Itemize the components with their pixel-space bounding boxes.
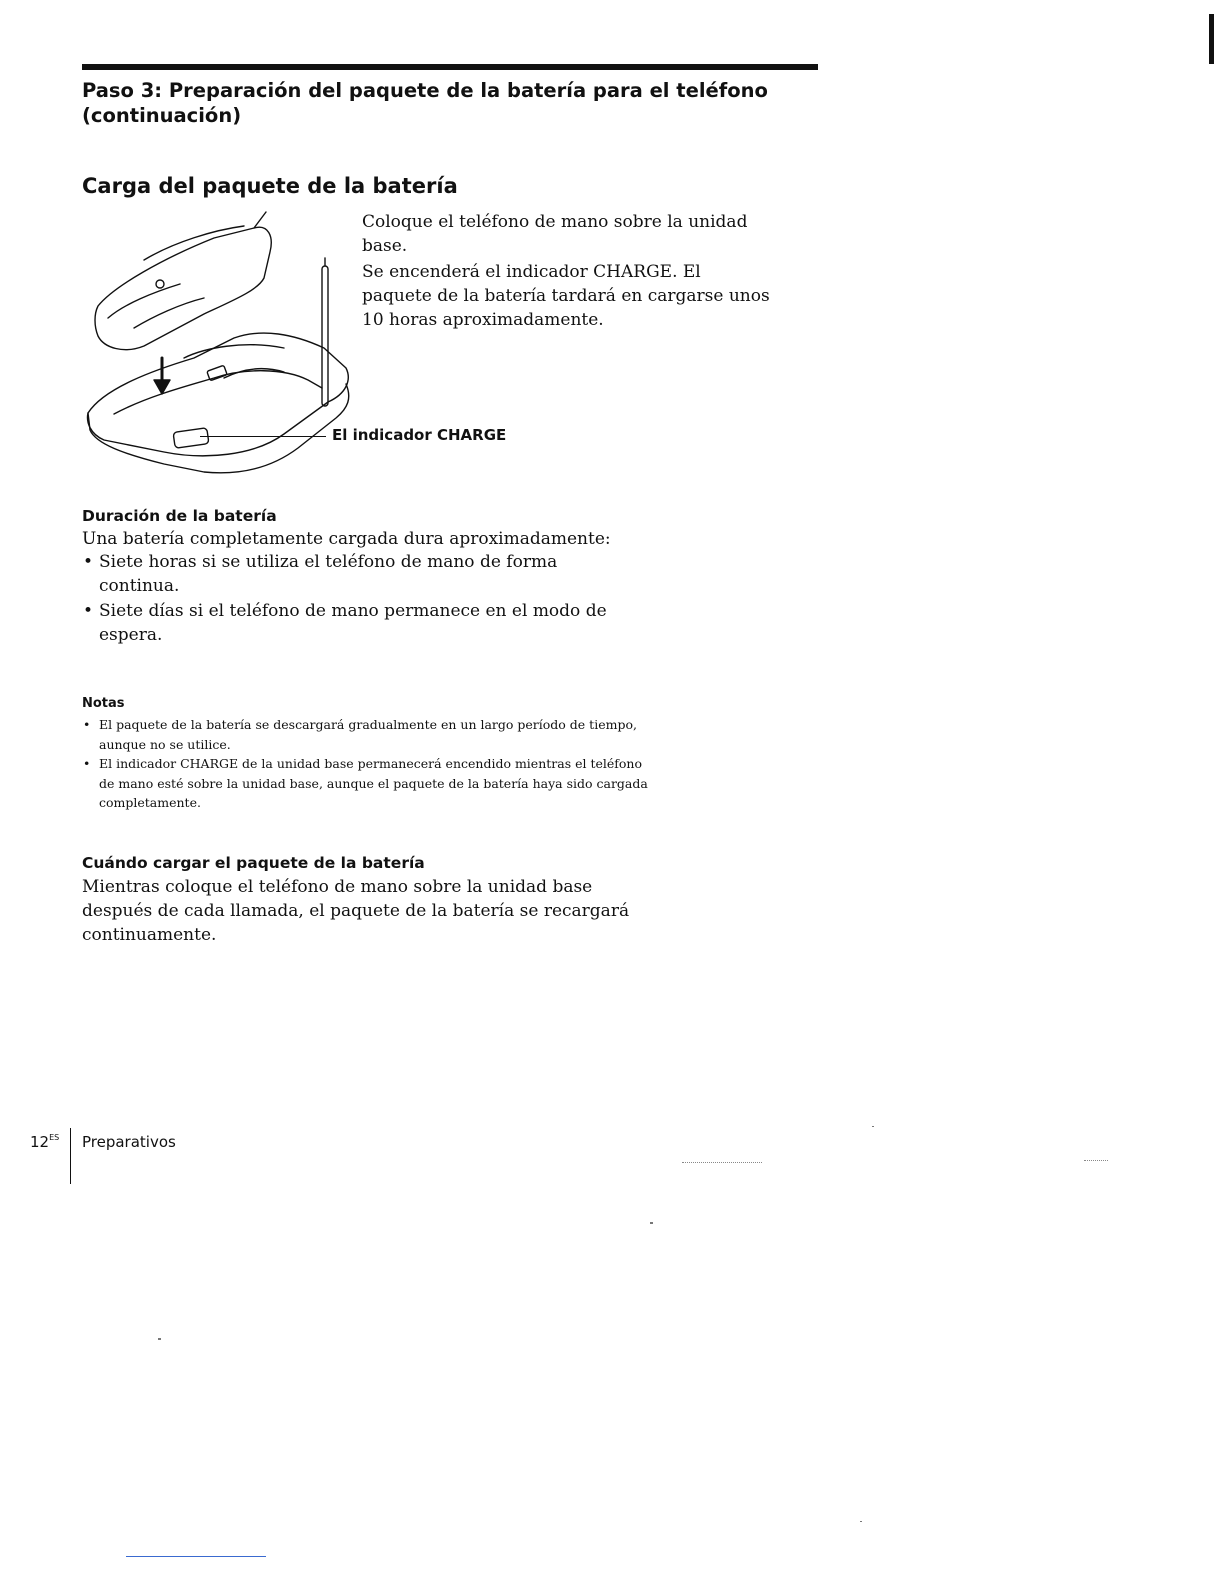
footer-section-label: Preparativos (82, 1133, 176, 1151)
scan-speck (872, 1126, 874, 1127)
list-item: • Siete días si el teléfono de mano permanece en el modo de espera. (82, 600, 642, 647)
base-antenna (322, 266, 328, 406)
scan-speck (650, 1222, 653, 1224)
scan-speck (860, 1521, 862, 1522)
charging-title: Carga del paquete de la batería (82, 174, 458, 198)
callout-line (200, 436, 326, 437)
charge-indicator-shape (173, 428, 209, 449)
instruction-paragraph: Se encenderá el indicador CHARGE. El paquete de la batería tardará en cargarse unos 10 horas aproximadamente. (362, 262, 770, 330)
instruction-paragraph: Coloque el teléfono de mano sobre la unidad base. (362, 212, 748, 256)
section-title: Paso 3: Preparación del paquete de la batería para el teléfono (continuación) (82, 79, 768, 127)
notes-section (82, 696, 652, 813)
battery-duration-list (82, 551, 642, 647)
base-unit-side (88, 384, 349, 473)
phone-charging-illustration (84, 208, 360, 490)
when-to-charge-heading: Cuándo cargar el paquete de la batería (82, 854, 425, 872)
scan-speck (682, 1162, 762, 1164)
base-unit-top (88, 333, 349, 456)
handset-body (95, 227, 271, 349)
notes-list (82, 715, 652, 813)
bottom-rule (126, 1556, 266, 1557)
page-number-suffix: ES (49, 1133, 60, 1142)
battery-duration-heading: Duración de la batería (82, 507, 277, 525)
header-rule (82, 64, 818, 70)
notes-heading: Notas (82, 696, 125, 711)
battery-duration-section (82, 507, 642, 649)
edge-marker (1209, 14, 1214, 64)
list-item: • Siete horas si se utiliza el teléfono de mano de forma continua. (82, 551, 642, 598)
charging-instructions (362, 210, 772, 334)
scan-speck (158, 1338, 161, 1340)
when-to-charge-section (82, 854, 642, 947)
footer-separator (70, 1128, 71, 1184)
page-number (30, 1133, 59, 1151)
list-item: • El indicador CHARGE de la unidad base permanecerá encendido mientras el teléfono de mano esté sobre la unidad base, aunque el paquete de la batería haya sido cargada completamente. (82, 754, 652, 813)
battery-duration-intro: Una batería completamente cargada dura aproximadamente: (82, 529, 611, 549)
charge-indicator-label: El indicador CHARGE (332, 426, 507, 444)
scan-speck (1084, 1160, 1108, 1162)
list-item: • El paquete de la batería se descargará gradualmente en un largo período de tiempo, aunque no se utilice. (82, 715, 652, 754)
page-number-value: 12 (30, 1133, 50, 1151)
when-to-charge-body: Mientras coloque el teléfono de mano sobre la unidad base después de cada llamada, el paquete de la batería se recargará continuamente. (82, 877, 630, 945)
